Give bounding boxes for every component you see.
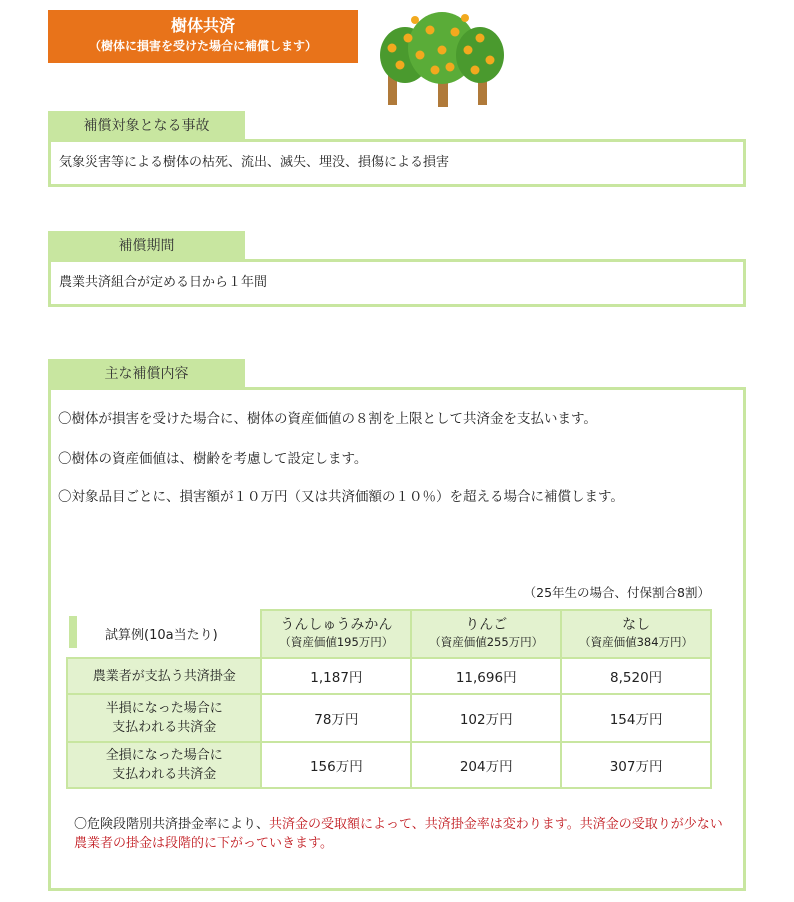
- table-cell: 156万円: [261, 742, 411, 788]
- footnote-red-text: 共済金の受取額によって、共済掛金率は変わります。共済金の受取りが少ない農業者の掛金は段階的に下がっていきます。: [74, 817, 723, 851]
- accident-text: 気象災害等による樹体の枯死、流出、滅失、埋没、損傷による損害: [59, 155, 450, 170]
- row-label-line: 全損になった場合に: [105, 748, 223, 763]
- column-asset-value: （資産価値255万円）: [429, 635, 544, 649]
- table-row: [67, 658, 711, 694]
- section-label-period: 補償期間: [48, 231, 245, 261]
- section-box-accident: [48, 139, 746, 187]
- table-cell: 78万円: [261, 694, 411, 742]
- period-text: 農業共済組合が定める日から１年間: [59, 275, 268, 290]
- table-cell: 154万円: [561, 694, 711, 742]
- page-subtitle: （樹体に損害を受けた場合に補償します）: [88, 39, 317, 53]
- section-label-accident: 補償対象となる事故: [48, 111, 245, 141]
- row-label: [67, 742, 261, 788]
- row-label-line: 支払われる共済金: [112, 767, 217, 782]
- footnote: [74, 815, 724, 853]
- corner-accent: [69, 616, 77, 648]
- table-header-row: [67, 610, 711, 658]
- row-label: [67, 658, 261, 694]
- column-name: なし: [622, 617, 651, 633]
- column-header: [261, 610, 411, 658]
- column-name: うんしゅうみかん: [280, 617, 393, 633]
- title-banner: [48, 10, 358, 63]
- table-cell: 11,696円: [411, 658, 561, 694]
- row-label-line: 半損になった場合に: [105, 701, 223, 716]
- calc-table: [66, 609, 712, 789]
- table-cell: 8,520円: [561, 658, 711, 694]
- column-asset-value: （資産価値384万円）: [579, 635, 694, 649]
- column-asset-value: （資産価値195万円）: [279, 635, 394, 649]
- table-corner: [67, 610, 261, 658]
- row-label: [67, 694, 261, 742]
- column-name: りんご: [465, 617, 508, 633]
- column-header: [411, 610, 561, 658]
- table-row: [67, 742, 711, 788]
- row-label-line: 農業者が支払う共済掛金: [92, 668, 236, 684]
- table-cell: 204万円: [411, 742, 561, 788]
- column-header: [561, 610, 711, 658]
- table-cell: 307万円: [561, 742, 711, 788]
- section-box-period: [48, 259, 746, 307]
- table-note: （25年生の場合、付保割合8割）: [523, 585, 710, 600]
- table-cell: 1,187円: [261, 658, 411, 694]
- content-item-3: 〇対象品目ごとに、損害額が１０万円（又は共済価額の１０％）を超える場合に補償します。: [58, 489, 624, 505]
- table-row: [67, 694, 711, 742]
- page-title: 樹体共済: [170, 16, 235, 35]
- table-corner-label: 試算例(10a当たり): [105, 628, 218, 643]
- table-cell: 102万円: [411, 694, 561, 742]
- section-label-content: 主な補償内容: [48, 359, 245, 389]
- row-label-line: 支払われる共済金: [112, 720, 217, 735]
- content-item-2: 〇樹体の資産価値は、樹齢を考慮して設定します。: [58, 451, 368, 467]
- footnote-prefix: 〇危険段階別共済掛金率により、: [74, 817, 270, 832]
- fruit-tree-icon: [380, 10, 505, 110]
- content-item-1: 〇樹体が損害を受けた場合に、樹体の資産価値の８割を上限として共済金を支払います。: [58, 411, 597, 427]
